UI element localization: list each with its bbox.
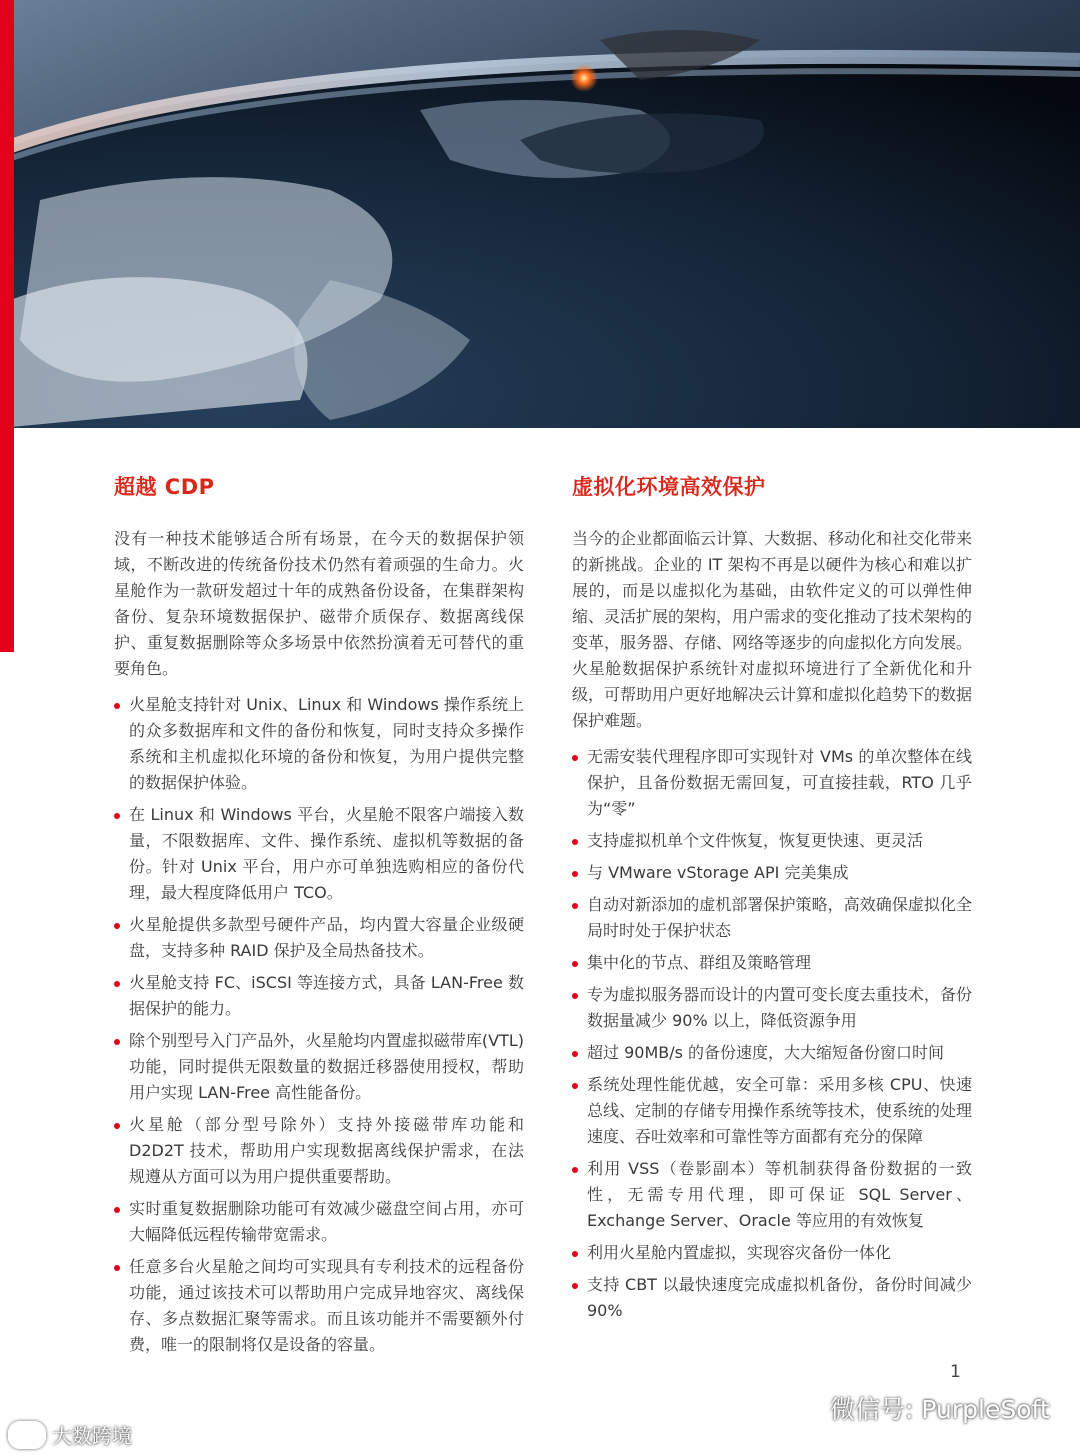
earth-illustration [0, 0, 1080, 428]
bullet-dot-icon [114, 1207, 120, 1213]
wechat-watermark [790, 1390, 1050, 1426]
list-item-text: 支持 CBT 以最快速度完成虚拟机备份，备份时间减少 90% [587, 1275, 972, 1320]
bullet-dot-icon [572, 961, 578, 967]
brand-watermark [8, 1420, 132, 1449]
list-item-text: 任意多台火星舱之间均可实现具有专利技术的远程备份功能，通过该技术可以帮助用户完成异地容灾、离线保存、多点数据汇聚等需求。而且该功能并不需要额外付费，唯一的限制将仅是设备的容量。 [129, 1257, 524, 1354]
right-intro: 当今的企业都面临云计算、大数据、移动化和社交化带来的新挑战。企业的 IT 架构不再是以硬件为核心和难以扩展的，而是以虚拟化为基础，由软件定义的可以弹性伸缩、灵活扩展的架构，用户需求的变化推动了技术架构的变革，服务器、存储、网络等逐步的向虚拟化方向发展。火星舱数据保护系统针对虚拟环境进行了全新优化和升级，可帮助用户更好地解决云计算和虚拟化趋势下的数据保护难题。 [572, 529, 973, 730]
list-item-text: 超过 90MB/s 的备份速度，大大缩短备份窗口时间 [587, 1043, 945, 1062]
list-item [114, 802, 524, 906]
list-item-text: 集中化的节点、群组及策略管理 [587, 953, 812, 972]
list-item-text: 无需安装代理程序即可实现针对 VMs 的单次整体在线保护，且备份数据无需回复，可直接挂载，RTO 几乎为“零” [587, 747, 972, 818]
list-item-text: 与 VMware vStorage API 完美集成 [587, 863, 849, 882]
list-item [114, 1254, 524, 1358]
list-item-text: 火星舱支持针对 Unix、Linux 和 Windows 操作系统上的众多数据库和文件的备份和恢复，同时支持众多操作系统和主机虚拟化环境的备份和恢复，为用户提供完整的数据保护体验。 [129, 695, 524, 792]
bullet-dot-icon [114, 813, 120, 819]
list-item-text: 支持虚拟机单个文件恢复，恢复更快速、更灵活 [587, 831, 924, 850]
hero-image [0, 0, 1080, 428]
list-item-text: 实时重复数据删除功能可有效减少磁盘空间占用，亦可大幅降低远程传输带宽需求。 [129, 1199, 524, 1244]
list-item [114, 912, 524, 964]
bullet-dot-icon [114, 981, 120, 987]
list-item [114, 692, 524, 796]
list-item-text: 利用火星舱内置虚拟，实现容灾备份一体化 [587, 1243, 892, 1262]
bullet-dot-icon [114, 1123, 120, 1129]
wechat-watermark-text: 微信号: PurpleSoft [830, 1395, 1050, 1424]
list-item [572, 1272, 972, 1324]
list-item [572, 1156, 972, 1234]
bullet-dot-icon [572, 871, 578, 877]
list-item [572, 860, 972, 886]
list-item [572, 982, 972, 1034]
bullet-dot-icon [114, 703, 120, 709]
page-number: 1 [950, 1362, 961, 1382]
bullet-dot-icon [572, 755, 578, 761]
list-item-text: 专为虚拟服务器而设计的内置可变长度去重技术，备份数据量减少 90% 以上，降低资源争用 [587, 985, 972, 1030]
list-item-text: 利用 VSS（卷影副本）等机制获得备份数据的一致性，无需专用代理，即可保证 SQL Server、Exchange Server、Oracle 等应用的有效恢复 [587, 1159, 972, 1230]
list-item [572, 892, 972, 944]
list-item-text: 在 Linux 和 Windows 平台，火星舱不限客户端接入数量，不限数据库、文件、操作系统、虚拟机等数据的备份。针对 Unix 平台，用户亦可单独选购相应的备份代理，最大程度降低用户 TCO。 [129, 805, 524, 902]
list-item [572, 828, 972, 854]
list-item-text: 系统处理性能优越，安全可靠：采用多核 CPU、快速总线、定制的存储专用操作系统等技术，使系统的处理速度、吞吐效率和可靠性等方面都有充分的保障 [587, 1075, 972, 1146]
left-column [114, 470, 524, 1364]
list-item [572, 1240, 972, 1266]
bullet-dot-icon [114, 1265, 120, 1271]
list-item [572, 744, 972, 822]
list-item [114, 1196, 524, 1248]
bullet-dot-icon [572, 1251, 578, 1257]
brand-watermark-text: 大数跨境 [52, 1424, 132, 1448]
bullet-dot-icon [572, 993, 578, 999]
left-bullet-list [114, 692, 524, 1358]
list-item-text: 火星舱支持 FC、iSCSI 等连接方式，具备 LAN-Free 数据保护的能力。 [129, 973, 524, 1018]
accent-bar [0, 0, 14, 652]
bullet-dot-icon [114, 923, 120, 929]
right-bullet-list [572, 744, 972, 1324]
list-item-text: 火星舱（部分型号除外）支持外接磁带库功能和 D2D2T 技术，帮助用户实现数据离线保护需求，在法规遵从方面可以为用户提供重要帮助。 [129, 1115, 524, 1186]
list-item-text: 火星舱提供多款型号硬件产品，均内置大容量企业级硬盘，支持多种 RAID 保护及全局热备技术。 [129, 915, 524, 960]
list-item [114, 1112, 524, 1190]
bullet-dot-icon [572, 1051, 578, 1057]
brand-logo-icon [8, 1421, 46, 1449]
wechat-icon [790, 1394, 824, 1422]
left-heading: 超越 CDP [114, 475, 215, 499]
left-intro: 没有一种技术能够适合所有场景，在今天的数据保护领域，不断改进的传统备份技术仍然有着顽强的生命力。火星舱作为一款研发超过十年的成熟备份设备，在集群架构备份、复杂环境数据保护、磁带介质保存、数据离线保护、重复数据删除等众多场景中依然扮演着无可替代的重要角色。 [114, 529, 524, 678]
list-item [114, 970, 524, 1022]
bullet-dot-icon [572, 1083, 578, 1089]
bullet-dot-icon [572, 1167, 578, 1173]
list-item [572, 1040, 972, 1066]
bullet-dot-icon [572, 903, 578, 909]
list-item [114, 1028, 524, 1106]
right-heading: 虚拟化环境高效保护 [572, 475, 766, 499]
right-column [572, 470, 972, 1330]
list-item-text: 除个别型号入门产品外，火星舱均内置虚拟磁带库(VTL)功能，同时提供无限数量的数据迁移器使用授权，帮助用户实现 LAN-Free 高性能备份。 [129, 1031, 524, 1102]
bullet-dot-icon [572, 1283, 578, 1289]
list-item [572, 1072, 972, 1150]
list-item [572, 950, 972, 976]
list-item-text: 自动对新添加的虚机部署保护策略，高效确保虚拟化全局时时处于保护状态 [587, 895, 972, 940]
bullet-dot-icon [572, 839, 578, 845]
bullet-dot-icon [114, 1039, 120, 1045]
